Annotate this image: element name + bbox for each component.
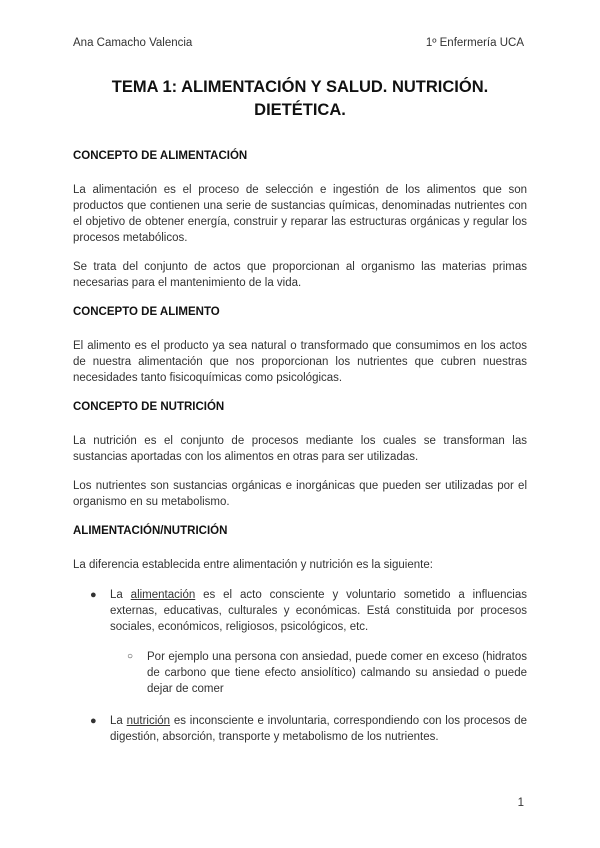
list-item-alimentacion [73, 587, 527, 697]
sub-list-item-example [110, 649, 527, 697]
section-heading-alimento: CONCEPTO DE ALIMENTO [73, 306, 220, 318]
section-heading-comparacion: ALIMENTACIÓN/NUTRICIÓN [73, 525, 228, 537]
sub-bullet-icon: ○ [127, 651, 134, 662]
paragraph-comparacion-intro: La diferencia establecida entre alimentación y nutrición es la siguiente: [73, 559, 433, 571]
title-line-2: DIETÉTICA. [254, 101, 346, 119]
list-item-nutricion [73, 713, 527, 745]
document-body [73, 148, 527, 761]
page-header [73, 37, 524, 49]
paragraph-alimentacion-2: Se trata del conjunto de actos que proporcionan al organismo las materias primas necesarias para el mantenimiento de la vida. [73, 261, 527, 289]
term-nutricion: nutrición [126, 715, 171, 727]
bullet-prefix: La [110, 715, 127, 727]
bullet-prefix: La [110, 589, 131, 601]
bullet-text: es el acto consciente y voluntario sometido a influencias externas, educativas, culturales y económicas. Está constituida por procesos sociales, económicos, religiosos, psicológicos, etc. [110, 589, 527, 633]
section-heading-alimentacion: CONCEPTO DE ALIMENTACIÓN [73, 150, 248, 162]
paragraph-alimentacion-1: La alimentación es el proceso de selección e ingestión de los alimentos que son productos que contienen una serie de sustancias químicas, denominadas nutrientes con el objetivo de obtener energía, construir y reparar las estructuras orgánicas y regular los procesos metabólicos. [73, 184, 527, 244]
document-title [73, 76, 527, 122]
sub-bullet-text: Por ejemplo una persona con ansiedad, puede comer en exceso (hidratos de carbono que tiene efecto ansiolítico) calmando su ansiedad o puede dejar de comer [147, 651, 527, 695]
paragraph-alimento-1: El alimento es el producto ya sea natural o transformado que consumimos en los actos de nuestra alimentación que nos proporcionan los nutrientes que cubren nuestras necesidades tanto fisicoquímicas como psicológicas. [73, 340, 527, 384]
header-author: Ana Camacho Valencia [73, 37, 193, 49]
page-number: 1 [517, 797, 524, 809]
section-heading-nutricion: CONCEPTO DE NUTRICIÓN [73, 401, 225, 413]
header-course: 1º Enfermería UCA [425, 37, 524, 49]
paragraph-nutricion-2: Los nutrientes son sustancias orgánicas e inorgánicas que pueden ser utilizadas por el organismo en su metabolismo. [73, 480, 527, 508]
sub-list [110, 649, 527, 697]
comparison-list [73, 587, 527, 745]
paragraph-nutricion-1: La nutrición es el conjunto de procesos mediante los cuales se transforman las sustancias aportadas con los alimentos en otras para ser utilizadas. [73, 435, 527, 463]
bullet-icon: ● [90, 589, 97, 601]
title-line-1: TEMA 1: ALIMENTACIÓN Y SALUD. NUTRICIÓN. [111, 78, 489, 96]
term-alimentacion: alimentación [130, 589, 196, 601]
bullet-text: es inconsciente e involuntaria, correspondiendo con los procesos de digestión, absorción, transporte y metabolismo de los nutrientes. [110, 715, 527, 743]
bullet-icon: ● [90, 715, 97, 727]
